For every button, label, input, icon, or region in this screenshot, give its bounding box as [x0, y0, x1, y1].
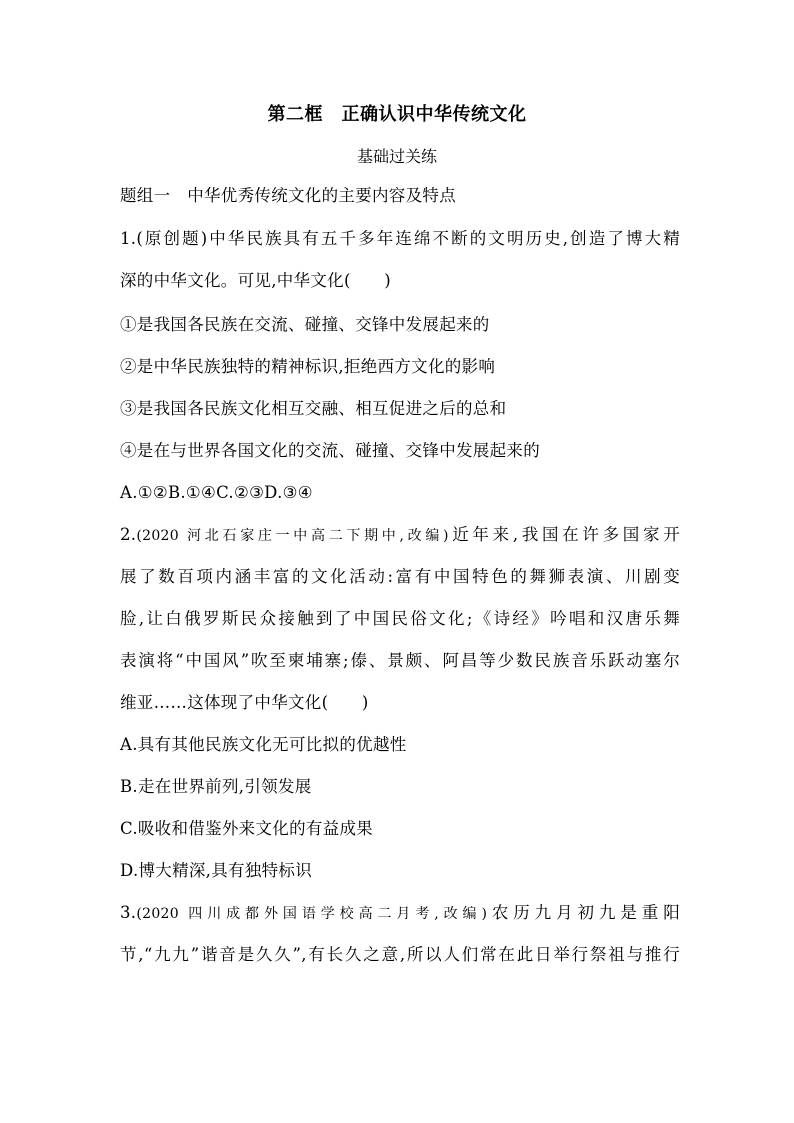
q3-source: (2020 四川成都外国语学校高二月考,改编): [136, 906, 488, 922]
q2-stem-line1: [120, 522, 680, 549]
q2-option-d: D.博大精深,具有独特标识: [120, 861, 313, 880]
q2-stem-line5: 维亚……这体现了中华文化( ): [120, 693, 369, 712]
page-title: 第二框 正确认识中华传统文化: [267, 104, 527, 125]
q3-number: 3.: [120, 903, 137, 922]
q3-stem-line2: 节,“九九”谐音是久久”,有长久之意,所以人们常在此日举行祭祖与推行: [120, 945, 680, 964]
q1-statement-4: ④是在与世界各国文化的交流、碰撞、交锋中发展起来的: [120, 441, 540, 460]
q2-stem-line4: 表演将“中国风”吹至柬埔寨;傣、景颇、阿昌等少数民族音乐跃动塞尔: [120, 651, 680, 670]
q3-stem-line1: [120, 900, 680, 927]
q2-stem-text: 近年来,我国在许多国家开: [448, 525, 680, 544]
q1-statement-1: ①是我国各民族在交流、碰撞、交锋中发展起来的: [120, 315, 490, 334]
q3-stem-text: 农历九月初九是重阳: [487, 903, 680, 922]
q1-stem-line2: 深的中华文化。可见,中华文化( ): [120, 271, 392, 290]
q1-stem-line1: 1.(原创题)中华民族具有五千多年连绵不断的文明历史,创造了博大精: [120, 229, 680, 248]
q1-statement-3: ③是我国各民族文化相互交融、相互促进之后的总和: [120, 399, 507, 418]
q2-option-c: C.吸收和借鉴外来文化的有益成果: [120, 819, 374, 838]
q2-stem-line3: 脸,让白俄罗斯民众接触到了中国民俗文化;《诗经》吟唱和汉唐乐舞: [120, 609, 680, 628]
q1-statement-2: ②是中华民族独特的精神标识,拒绝西方文化的影响: [120, 357, 496, 376]
q2-source: (2020 河北石家庄一中高二下期中,改编): [136, 528, 449, 544]
q2-stem-line2: 展了数百项内涵丰富的文化活动:富有中国特色的舞狮表演、川剧变: [120, 567, 680, 586]
q2-option-a: A.具有其他民族文化无可比拟的优越性: [120, 735, 407, 754]
q2-option-b: B.走在世界前列,引领发展: [120, 777, 312, 796]
q2-number: 2.: [120, 525, 137, 544]
section-subtitle: 基础过关练: [356, 147, 437, 166]
q1-choices: A.①②B.①④C.②③D.③④: [120, 483, 313, 502]
group-heading: 题组一 中华优秀传统文化的主要内容及特点: [120, 186, 456, 205]
